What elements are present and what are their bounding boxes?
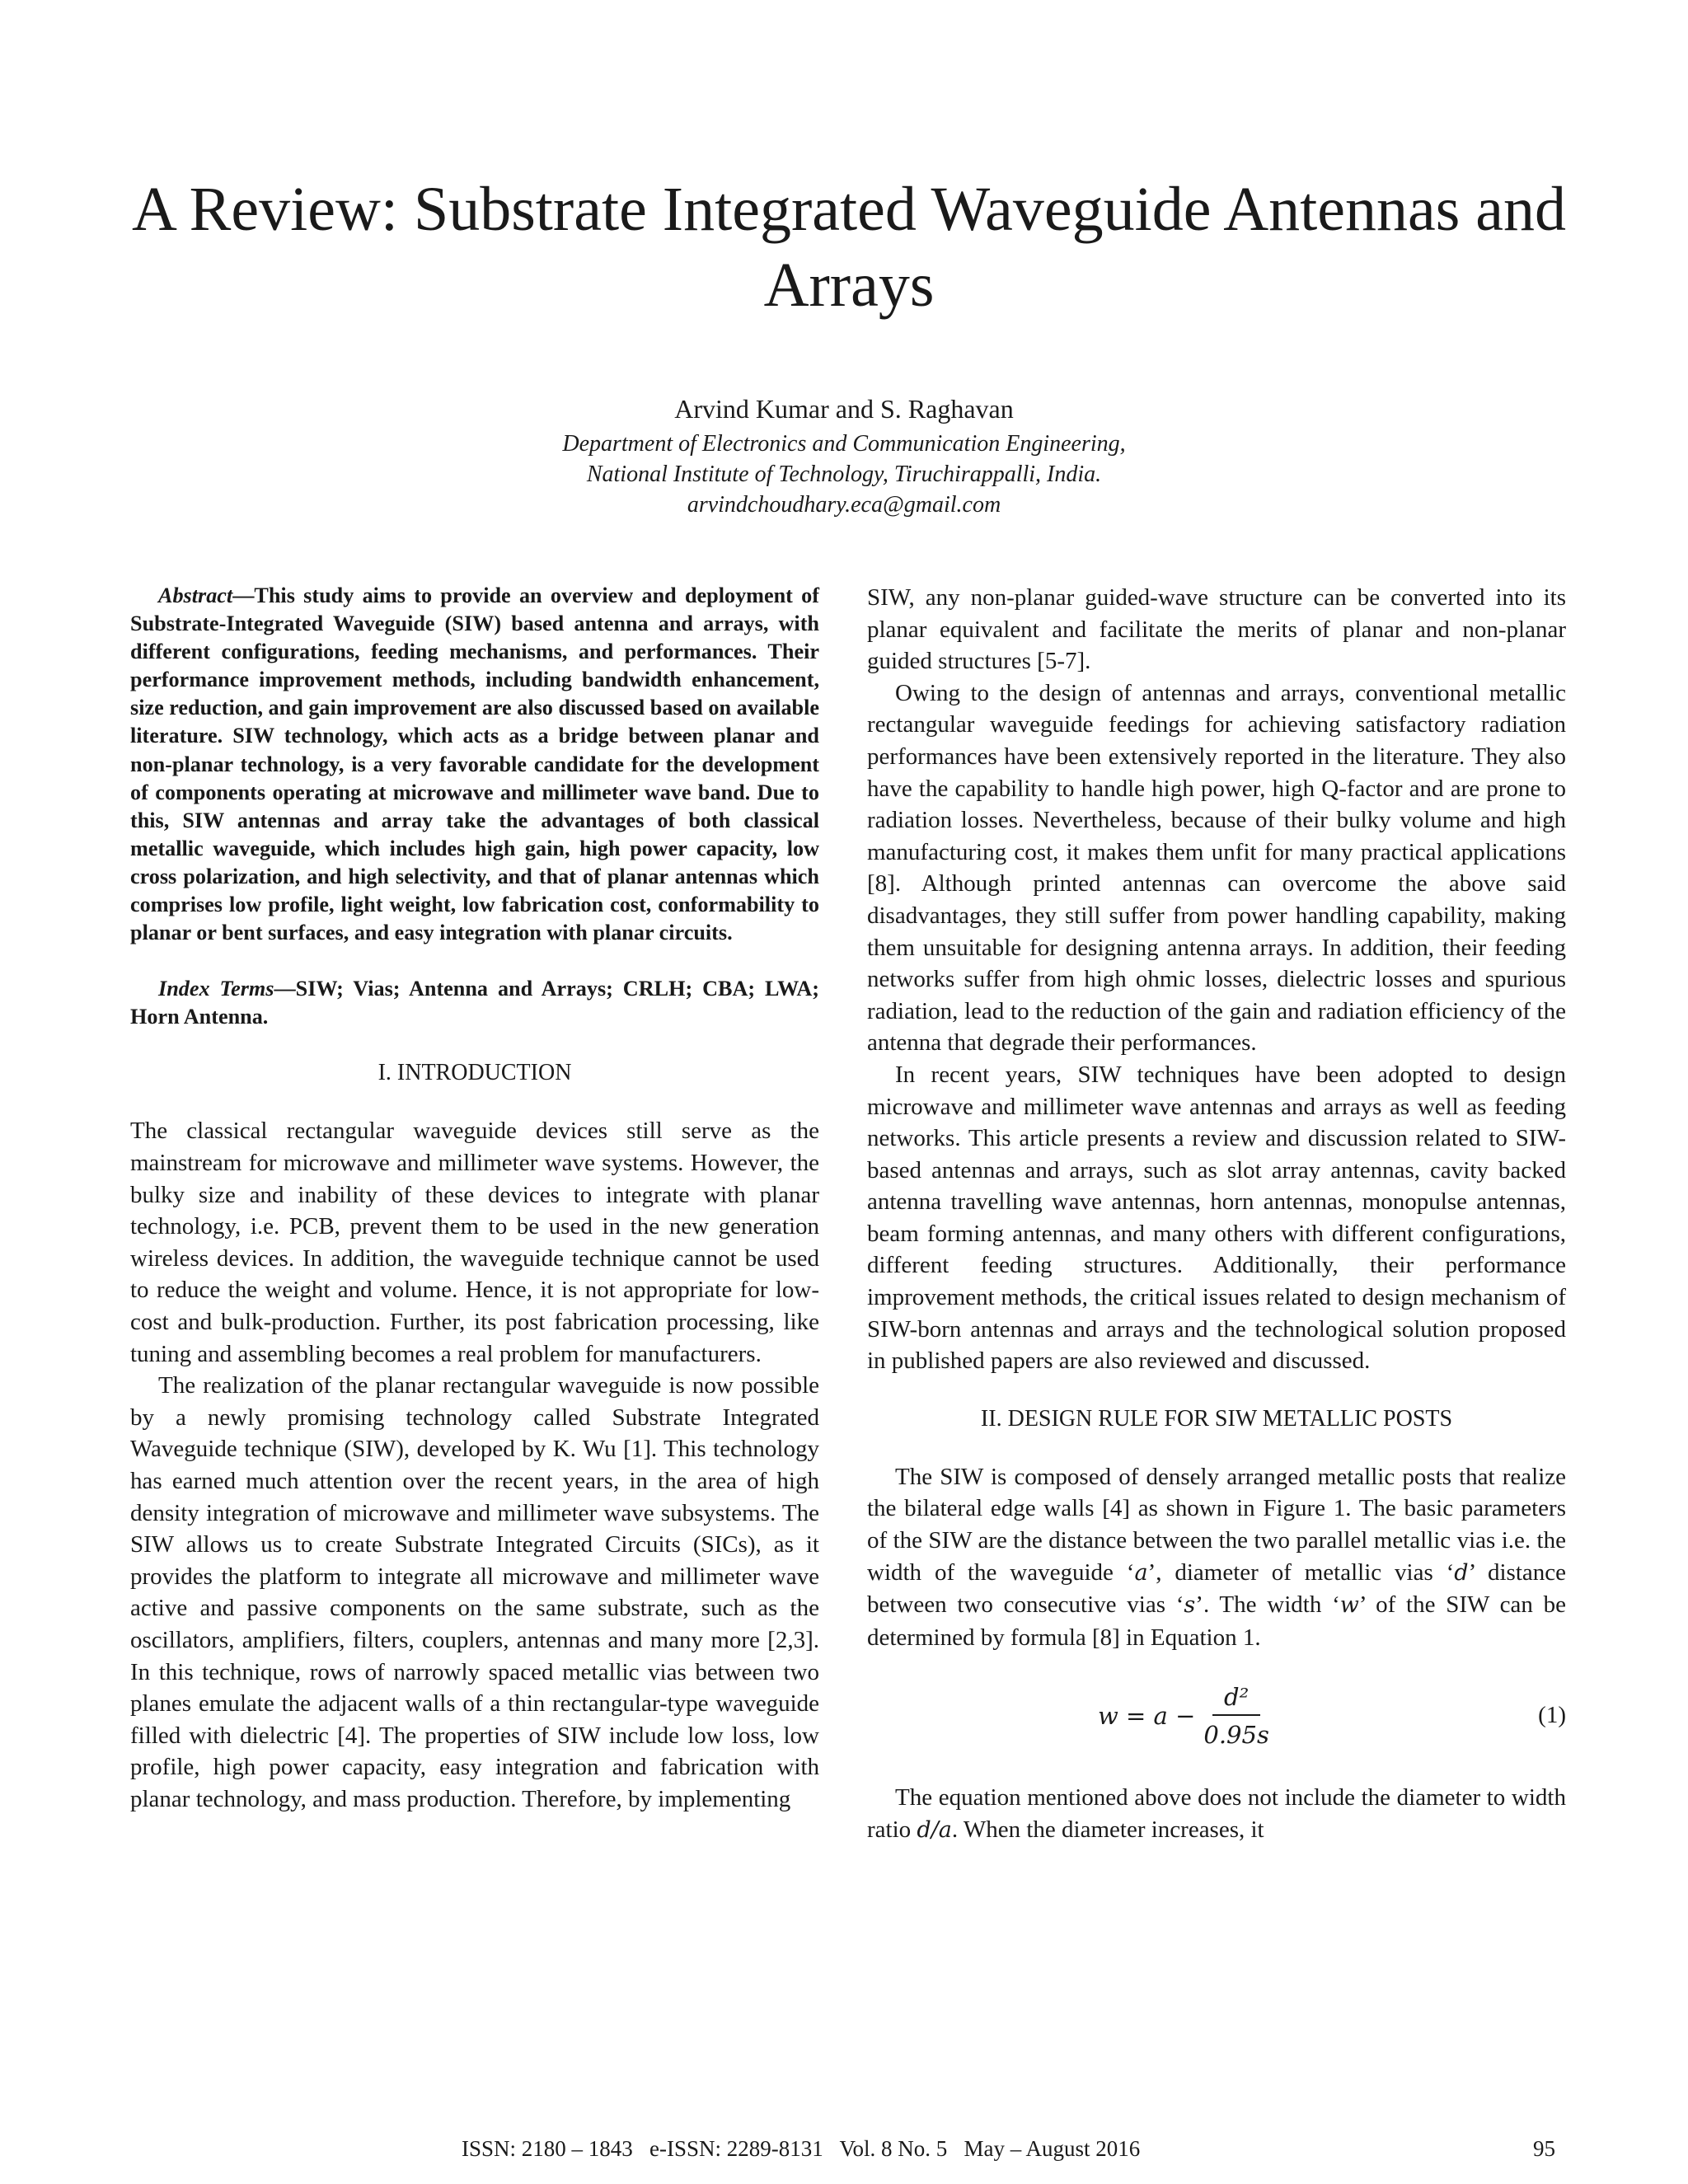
paragraph: The SIW is composed of densely arranged metallic posts that realize the bilateral edge walls [4] as shown in Figure 1. The basic parameters of the SIW are the distance between the two parallel metallic vias i.e. the width of the waveguide ‘a’, diameter of metallic vias ‘d’ distance between two consecutive vias ‘s’. The width ‘w’ of the SIW can be determined by formula [8] in Equation 1.	[867, 1463, 1567, 1651]
paragraph: The classical rectangular waveguide devices still serve as the mainstream for microwave and millimeter wave systems. However, the bulky size and inability of these devices to integrate with planar technology, i.e. PCB, prevent them to be used in the new generation wireless devices. In addition, the waveguide technique cannot be used to reduce the weight and volume. Hence, it is not appropriate for low-cost and bulk-production. Further, its post fabrication processing, like tuning and assembling becomes a real problem for manufacturers.	[130, 1118, 819, 1367]
equation-1	[867, 1671, 1566, 1762]
paragraph: The equation mentioned above does not include the diameter to width ratio d/a. When the diameter increases, it	[867, 1784, 1566, 1843]
abstract-lead: Abstract	[158, 583, 233, 607]
journal-info: ISSN: 2180 – 1843 e-ISSN: 2289-8131 Vol. 8 No. 5 May – August 2016	[462, 2136, 1141, 2161]
left-column	[130, 582, 819, 1815]
index-terms	[130, 975, 819, 1031]
equation-fraction	[1203, 1681, 1268, 1751]
equation-number: (1)	[1538, 1702, 1566, 1729]
paragraph: Owing to the design of antennas and arrays, conventional metallic rectangular waveguide feedings for achieving satisfactory radiation performances have been extensively reported in the literature. They also have the capability to handle high power, high Q-factor and are prone to radiation losses. Nevertheless, because of their bulky volume and high manufacturing cost, it makes them unfit for many practical applications [8]. Although printed antennas can overcome the above said disadvantages, they still suffer from power handling capability, making them unsuitable for designing antenna arrays. In addition, their feeding networks suffer from high ohmic losses, dielectric losses and spurious radiation, lead to the reduction of the gain and radiation efficiency of the antenna that degrade their performances.	[867, 679, 1566, 1057]
equation-body	[1098, 1676, 1269, 1755]
equation-lhs: w = a −	[1098, 1702, 1196, 1731]
abstract	[130, 582, 819, 947]
paragraph: The realization of the planar rectangular waveguide is now possible by a newly promising technology called Substrate Integrated Waveguide technique (SIW), developed by K. Wu [1]. This technology has earned much attention over the recent years, in the area of high density integration of microwave and millimeter wave subsystems. The SIW allows us to create Substrate Integrated Circuits (SICs), as it provides the platform to integrate all microwave and millimeter wave active and passive components on the same substrate, such as the oscillators, amplifiers, filters, couplers, antennas and many more [2,3]. In this technique, rows of narrowly spaced metallic vias between two planes emulate the adjacent walls of a thin rectangular-type waveguide filled with dielectric [4]. The properties of SIW include low loss, low profile, high power capacity, easy integration and fabrication with planar technology, and mass production. Therefore, by implementing	[130, 1372, 819, 1812]
page-number: 95	[1533, 2136, 1555, 2161]
paragraph: SIW, any non-planar guided-wave structure can be converted into its planar equivalent and facilitate the merits of planar and non-planar guided structures [5-7].	[867, 584, 1566, 675]
abstract-text: —This study aims to provide an overview and deployment of Substrate-Integrated Waveguide (SIW) based antenna and arrays, with different configurations, feeding mechanisms, and performances. Their performance improvement methods, including bandwidth enhancement, size reduction, and gain improvement are also discussed based on available literature. SIW technology, which acts as a bridge between planar and non-planar technology, is a very favorable candidate for the development of components operating at microwave and millimeter wave band. Due to this, SIW antennas and array take the advantages of both classical metallic waveguide, which includes high gain, high power capacity, low cross polarization, and high selectivity, and that of planar antennas which comprises low profile, light weight, low fabrication cost, conformability to planar or bent surfaces, and easy integration with planar circuits.	[130, 583, 819, 945]
affiliation	[0, 429, 1688, 520]
section-heading-design-rule: II. DESIGN RULE FOR SIW METALLIC POSTS	[980, 1405, 1453, 1432]
index-terms-lead: Index Terms	[158, 977, 274, 1001]
index-terms-text: —SIW; Vias; Antenna and Arrays; CRLH; CBA; LWA; Horn Antenna.	[130, 977, 819, 1029]
paragraph: In recent years, SIW techniques have been adopted to design microwave and millimeter wave antennas and arrays as well as feeding networks. This article presents a review and discussion related to SIW-based antennas and arrays, such as slot array antennas, cavity backed antenna travelling wave antennas, horn antennas, monopulse antennas, beam forming antennas, and many others with different configurations, different feeding structures. Additionally, their performance improvement methods, the critical issues related to design mechanism of SIW-born antennas and arrays and the technological solution proposed in published papers are also reviewed and discussed.	[867, 1061, 1566, 1375]
authors: Arvind Kumar and S. Raghavan	[674, 394, 1014, 424]
author-email: arvindchoudhary.eca@gmail.com	[687, 492, 1001, 518]
affiliation-institute: National Institute of Technology, Tiruchirappalli, India.	[586, 462, 1102, 487]
equation-denominator: 0.95s	[1203, 1721, 1269, 1750]
right-column	[867, 582, 1566, 1847]
affiliation-department: Department of Electronics and Communication Engineering,	[562, 431, 1126, 457]
paper-title: A Review: Substrate Integrated Waveguide Antennas and Arrays	[131, 175, 1567, 320]
equation-numerator: d²	[1212, 1681, 1260, 1717]
section-heading-introduction: I. INTRODUCTION	[377, 1060, 572, 1086]
